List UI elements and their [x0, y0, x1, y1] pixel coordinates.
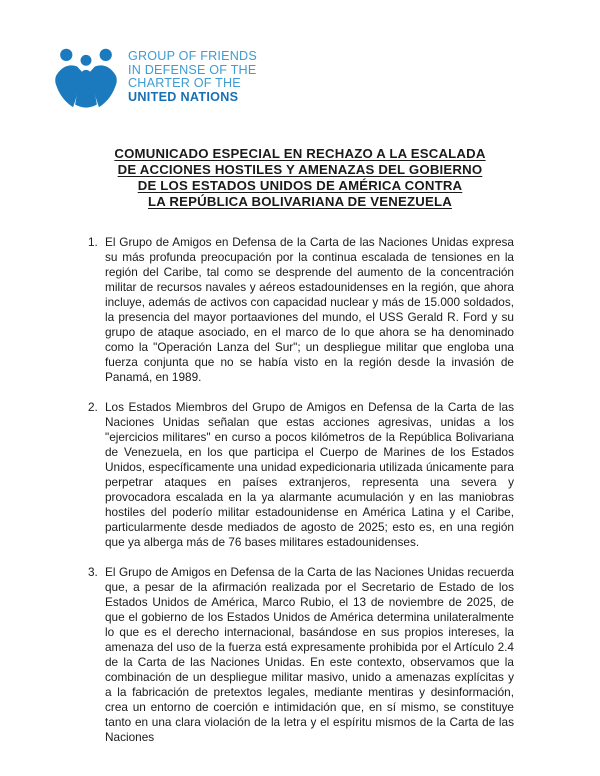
- paragraph-number: 1.: [88, 235, 98, 249]
- group-of-friends-figures-icon: [52, 46, 120, 110]
- title-line: DE ACCIONES HOSTILES Y AMENAZAS DEL GOBIERNO: [117, 162, 483, 177]
- logo-text-line: GROUP OF FRIENDS: [128, 49, 257, 63]
- paragraph-number: 2.: [88, 400, 98, 414]
- org-logo: [52, 46, 257, 110]
- logo-text-line: CHARTER OF THE: [128, 76, 241, 91]
- document-body: [88, 235, 514, 745]
- logo-text-line: IN DEFENSE OF THE: [128, 62, 257, 77]
- logo-text-bold-line: UNITED NATIONS: [128, 89, 239, 104]
- numbered-paragraph-1: [88, 235, 514, 385]
- paragraph-number: 3.: [88, 565, 98, 579]
- title-line: LA REPÚBLICA BOLIVARIANA DE VENEZUELA: [148, 194, 452, 209]
- numbered-paragraph-2: [88, 400, 514, 550]
- paragraph-text: Los Estados Miembros del Grupo de Amigos en Defensa de la Carta de las Naciones Unidas señalan que estas acciones agresivas, unidas a los "ejercicios militares" en curso a pocos kilómetros de la República Bolivariana de Venezuela, en los que participa el Cuerpo de Marines de los Estados Unidos, específicamente una unidad expedicionaria utilizada únicamente para perpetrar ataques en países extranjeros, representa una severa y provocadora escalada en la ya alarmante acumulación y en las maniobras hostiles del poderío militar estadounidense en América Latina y el Caribe, particularmente desde mediados de agosto de 2025; esto es, en una región que ya alberga más de 76 bases militares estadounidenses.: [105, 400, 514, 549]
- document-title: [30, 146, 570, 210]
- numbered-paragraph-3: [88, 565, 514, 745]
- org-logo-text: [128, 46, 257, 104]
- paragraph-text: El Grupo de Amigos en Defensa de la Carta de las Naciones Unidas recuerda que, a pesar de la afirmación realizada por el Secretario de Estado de los Estados Unidos de América, Marco Rubio, el 13 de noviembre de 2025, de que el gobierno de los Estados Unidos de América determina unilateralmente lo que es el derecho internacional, basándose en sus propios intereses, la amenaza del uso de la fuerza está expresamente prohibida por el Artículo 2.4 de la Carta de las Naciones Unidas. En este contexto, observamos que la combinación de un despliegue militar masivo, unido a amenazas explícitas y a la fabricación de pretextos legales, mediante mentiras y desinformación, crea un entorno de coerción e intimidación que, en sí mismo, se constituye tanto en una clara violación de la letra y el espíritu mismos de la Carta de las Naciones: [105, 565, 514, 744]
- paragraph-text: El Grupo de Amigos en Defensa de la Carta de las Naciones Unidas expresa su más profunda preocupación por la continua escalada de tensiones en la región del Caribe, tal como se desprende del aumento de la concentración militar de recursos navales y aéreos estadounidenses en la región, que ahora incluye, además de activos con capacidad nuclear y más de 15.000 soldados, la presencia del mayor portaaviones del mundo, el USS Gerald R. Ford y su grupo de ataque asociado, en el marco de lo que ahora se ha denominado como la "Operación Lanza del Sur"; un despliegue militar que engloba una fuerza conjunta que no se había visto en la región desde la invasión de Panamá, en 1989.: [105, 235, 514, 384]
- title-line: DE LOS ESTADOS UNIDOS DE AMÉRICA CONTRA: [137, 178, 463, 193]
- title-line: COMUNICADO ESPECIAL EN RECHAZO A LA ESCALADA: [114, 146, 486, 161]
